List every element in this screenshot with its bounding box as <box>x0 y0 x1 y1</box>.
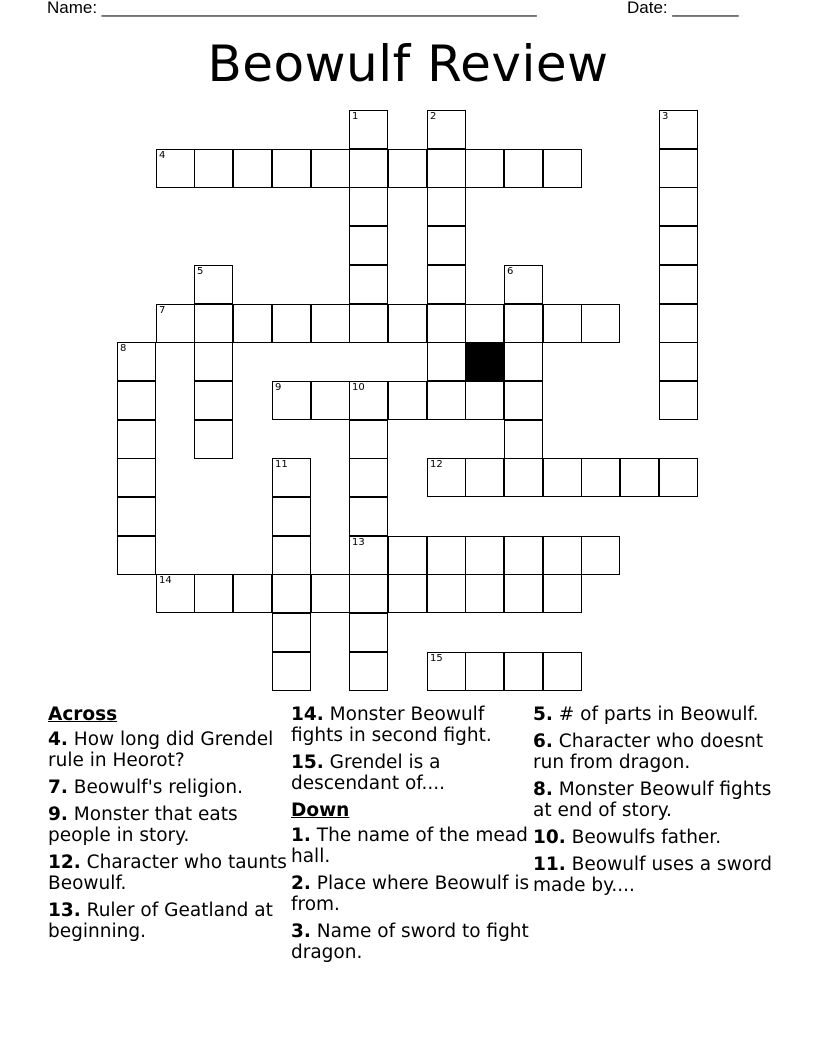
crossword-cell[interactable] <box>659 149 698 188</box>
crossword-cell[interactable] <box>194 574 233 613</box>
crossword-cell[interactable] <box>659 110 698 149</box>
crossword-cell[interactable] <box>543 652 582 691</box>
crossword-cell[interactable] <box>465 381 504 420</box>
clue-down-3 <box>291 921 531 963</box>
crossword-cell[interactable] <box>272 574 311 613</box>
clue-text: Beowulfs father. <box>571 827 722 848</box>
cell-number: 14 <box>159 575 172 586</box>
crossword-cell[interactable] <box>504 574 543 613</box>
crossword-cell[interactable] <box>427 381 466 420</box>
crossword-cell[interactable] <box>156 574 195 613</box>
cell-number: 11 <box>275 459 288 470</box>
crossword-cell[interactable] <box>659 342 698 381</box>
crossword-cell[interactable] <box>349 110 388 149</box>
cell-number: 6 <box>507 266 514 277</box>
clue-down-1 <box>291 825 531 867</box>
across-heading: Across <box>48 704 118 725</box>
crossword-cell[interactable] <box>194 265 233 304</box>
crossword-cell[interactable] <box>349 265 388 304</box>
crossword-cell[interactable] <box>349 304 388 343</box>
crossword-cell[interactable] <box>659 381 698 420</box>
crossword-cell[interactable] <box>349 497 388 536</box>
crossword-cell[interactable] <box>272 381 311 420</box>
crossword-cell[interactable] <box>272 497 311 536</box>
crossword-cell[interactable] <box>504 265 543 304</box>
crossword-cell[interactable] <box>465 458 504 497</box>
cell-number: 13 <box>352 537 365 548</box>
crossword-cell[interactable] <box>194 149 233 188</box>
crossword-cell[interactable] <box>504 420 543 459</box>
crossword-black-cell <box>465 342 504 381</box>
crossword-cell[interactable] <box>581 458 620 497</box>
clue-across-12 <box>48 852 288 894</box>
clue-number: 7. <box>48 777 68 798</box>
crossword-cell[interactable] <box>233 304 272 343</box>
cell-number: 15 <box>430 653 443 664</box>
clue-across-9 <box>48 804 288 846</box>
clue-text: Ruler of Geatland at beginning. <box>48 900 273 942</box>
cell-number: 3 <box>662 111 669 122</box>
crossword-cell[interactable] <box>659 304 698 343</box>
clue-number: 4. <box>48 729 68 750</box>
clue-text: The name of the mead hall. <box>291 825 528 867</box>
crossword-cell[interactable] <box>543 536 582 575</box>
crossword-cell[interactable] <box>117 536 156 575</box>
clue-text: Character who taunts Beowulf. <box>48 852 287 894</box>
crossword-cell[interactable] <box>349 536 388 575</box>
clue-text: Beowulf's religion. <box>73 777 243 798</box>
crossword-cell[interactable] <box>427 110 466 149</box>
crossword-cell[interactable] <box>349 652 388 691</box>
crossword-cell[interactable] <box>504 342 543 381</box>
clue-down-10 <box>533 827 793 848</box>
cell-number: 8 <box>120 343 127 354</box>
date-field-label: Date: _______ <box>627 0 739 17</box>
crossword-cell[interactable] <box>465 652 504 691</box>
crossword-cell[interactable] <box>272 536 311 575</box>
crossword-cell[interactable] <box>388 381 427 420</box>
crossword-cell[interactable] <box>465 574 504 613</box>
crossword-cell[interactable] <box>272 458 311 497</box>
crossword-cell[interactable] <box>465 536 504 575</box>
crossword-cell[interactable] <box>156 304 195 343</box>
crossword-cell[interactable] <box>543 458 582 497</box>
cell-number: 10 <box>352 382 365 393</box>
crossword-cell[interactable] <box>427 187 466 226</box>
clue-text: How long did Grendel rule in Heorot? <box>48 729 274 771</box>
clue-text: Name of sword to fight dragon. <box>291 921 529 963</box>
cell-number: 4 <box>159 150 166 161</box>
cell-number: 7 <box>159 305 166 316</box>
crossword-cell[interactable] <box>194 304 233 343</box>
cell-number: 5 <box>197 266 204 277</box>
crossword-cell[interactable] <box>117 497 156 536</box>
clue-text: Beowulf uses a sword made by.... <box>533 854 773 896</box>
clue-down-6 <box>533 731 793 773</box>
crossword-cell[interactable] <box>581 536 620 575</box>
crossword-cell[interactable] <box>620 458 659 497</box>
crossword-cell[interactable] <box>427 574 466 613</box>
crossword-cell[interactable] <box>272 304 311 343</box>
clue-down-5 <box>533 704 793 725</box>
crossword-cell[interactable] <box>504 458 543 497</box>
crossword-cell[interactable] <box>388 536 427 575</box>
crossword-cell[interactable] <box>427 536 466 575</box>
crossword-cell[interactable] <box>427 652 466 691</box>
crossword-cell[interactable] <box>349 613 388 652</box>
crossword-cell[interactable] <box>659 458 698 497</box>
crossword-cell[interactable] <box>543 304 582 343</box>
clue-column-2 <box>291 704 531 969</box>
crossword-cell[interactable] <box>117 381 156 420</box>
down-heading: Down <box>291 800 350 821</box>
crossword-cell[interactable] <box>543 149 582 188</box>
clue-number: 13. <box>48 900 81 921</box>
crossword-cell[interactable] <box>349 381 388 420</box>
page-title: Beowulf Review <box>207 35 609 93</box>
crossword-cell[interactable] <box>659 265 698 304</box>
crossword-cell[interactable] <box>388 149 427 188</box>
crossword-cell[interactable] <box>388 304 427 343</box>
crossword-cell[interactable] <box>233 149 272 188</box>
clue-across-13 <box>48 900 288 942</box>
crossword-cell[interactable] <box>504 652 543 691</box>
clue-down-11 <box>533 854 793 896</box>
clue-number: 2. <box>291 873 311 894</box>
crossword-cell[interactable] <box>117 420 156 459</box>
clue-number: 9. <box>48 804 68 825</box>
crossword-cell[interactable] <box>233 574 272 613</box>
cell-number: 2 <box>430 111 437 122</box>
crossword-cell[interactable] <box>427 149 466 188</box>
crossword-cell[interactable] <box>194 381 233 420</box>
crossword-cell[interactable] <box>272 149 311 188</box>
crossword-cell[interactable] <box>349 574 388 613</box>
clue-across-15 <box>291 752 531 794</box>
crossword-cell[interactable] <box>311 304 350 343</box>
cell-number: 12 <box>430 459 443 470</box>
crossword-cell[interactable] <box>194 342 233 381</box>
clue-down-8 <box>533 779 793 821</box>
clue-text: Grendel is a descendant of.... <box>291 752 445 794</box>
clue-text: Monster Beowulf fights in second fight. <box>291 704 492 746</box>
cell-number: 9 <box>275 382 282 393</box>
clue-across-4 <box>48 729 288 771</box>
crossword-cell[interactable] <box>349 149 388 188</box>
clue-text: Character who doesnt run from dragon. <box>533 731 764 773</box>
clue-text: Monster that eats people in story. <box>48 804 238 846</box>
clue-across-14 <box>291 704 531 746</box>
clue-number: 6. <box>533 731 553 752</box>
clue-number: 14. <box>291 704 324 725</box>
crossword-cell[interactable] <box>311 381 350 420</box>
crossword-cell[interactable] <box>659 187 698 226</box>
crossword-cell[interactable] <box>465 304 504 343</box>
crossword-cell[interactable] <box>543 574 582 613</box>
crossword-cell[interactable] <box>349 226 388 265</box>
crossword-cell[interactable] <box>427 304 466 343</box>
crossword-cell[interactable] <box>427 458 466 497</box>
crossword-cell[interactable] <box>311 149 350 188</box>
crossword-cell[interactable] <box>272 652 311 691</box>
crossword-cell[interactable] <box>581 304 620 343</box>
crossword-cell[interactable] <box>504 149 543 188</box>
clue-text: # of parts in Beowulf. <box>558 704 759 725</box>
clue-number: 3. <box>291 921 311 942</box>
crossword-cell[interactable] <box>117 342 156 381</box>
clue-number: 10. <box>533 827 566 848</box>
clue-number: 1. <box>291 825 311 846</box>
name-field-label: Name: ______________________________________________ <box>47 0 537 17</box>
clue-number: 12. <box>48 852 81 873</box>
clue-across-7 <box>48 777 288 798</box>
crossword-cell[interactable] <box>349 187 388 226</box>
crossword-cell[interactable] <box>504 381 543 420</box>
crossword-cell[interactable] <box>427 226 466 265</box>
crossword-cell[interactable] <box>504 536 543 575</box>
crossword-cell[interactable] <box>504 304 543 343</box>
crossword-cell[interactable] <box>465 149 504 188</box>
clue-text: Place where Beowulf is from. <box>291 873 530 915</box>
clue-column-3 <box>533 704 793 902</box>
crossword-cell[interactable] <box>272 613 311 652</box>
clue-column-1 <box>48 704 288 948</box>
clue-number: 8. <box>533 779 553 800</box>
crossword-cell[interactable] <box>427 265 466 304</box>
crossword-cell[interactable] <box>349 458 388 497</box>
clue-number: 15. <box>291 752 324 773</box>
crossword-cell[interactable] <box>349 420 388 459</box>
clue-down-2 <box>291 873 531 915</box>
clue-number: 11. <box>533 854 566 875</box>
crossword-cell[interactable] <box>388 574 427 613</box>
crossword-cell[interactable] <box>311 574 350 613</box>
crossword-cell[interactable] <box>117 458 156 497</box>
crossword-cell[interactable] <box>194 420 233 459</box>
clue-text: Monster Beowulf fights at end of story. <box>533 779 772 821</box>
cell-number: 1 <box>352 111 359 122</box>
clue-number: 5. <box>533 704 553 725</box>
crossword-cell[interactable] <box>156 149 195 188</box>
crossword-cell[interactable] <box>427 342 466 381</box>
crossword-cell[interactable] <box>659 226 698 265</box>
